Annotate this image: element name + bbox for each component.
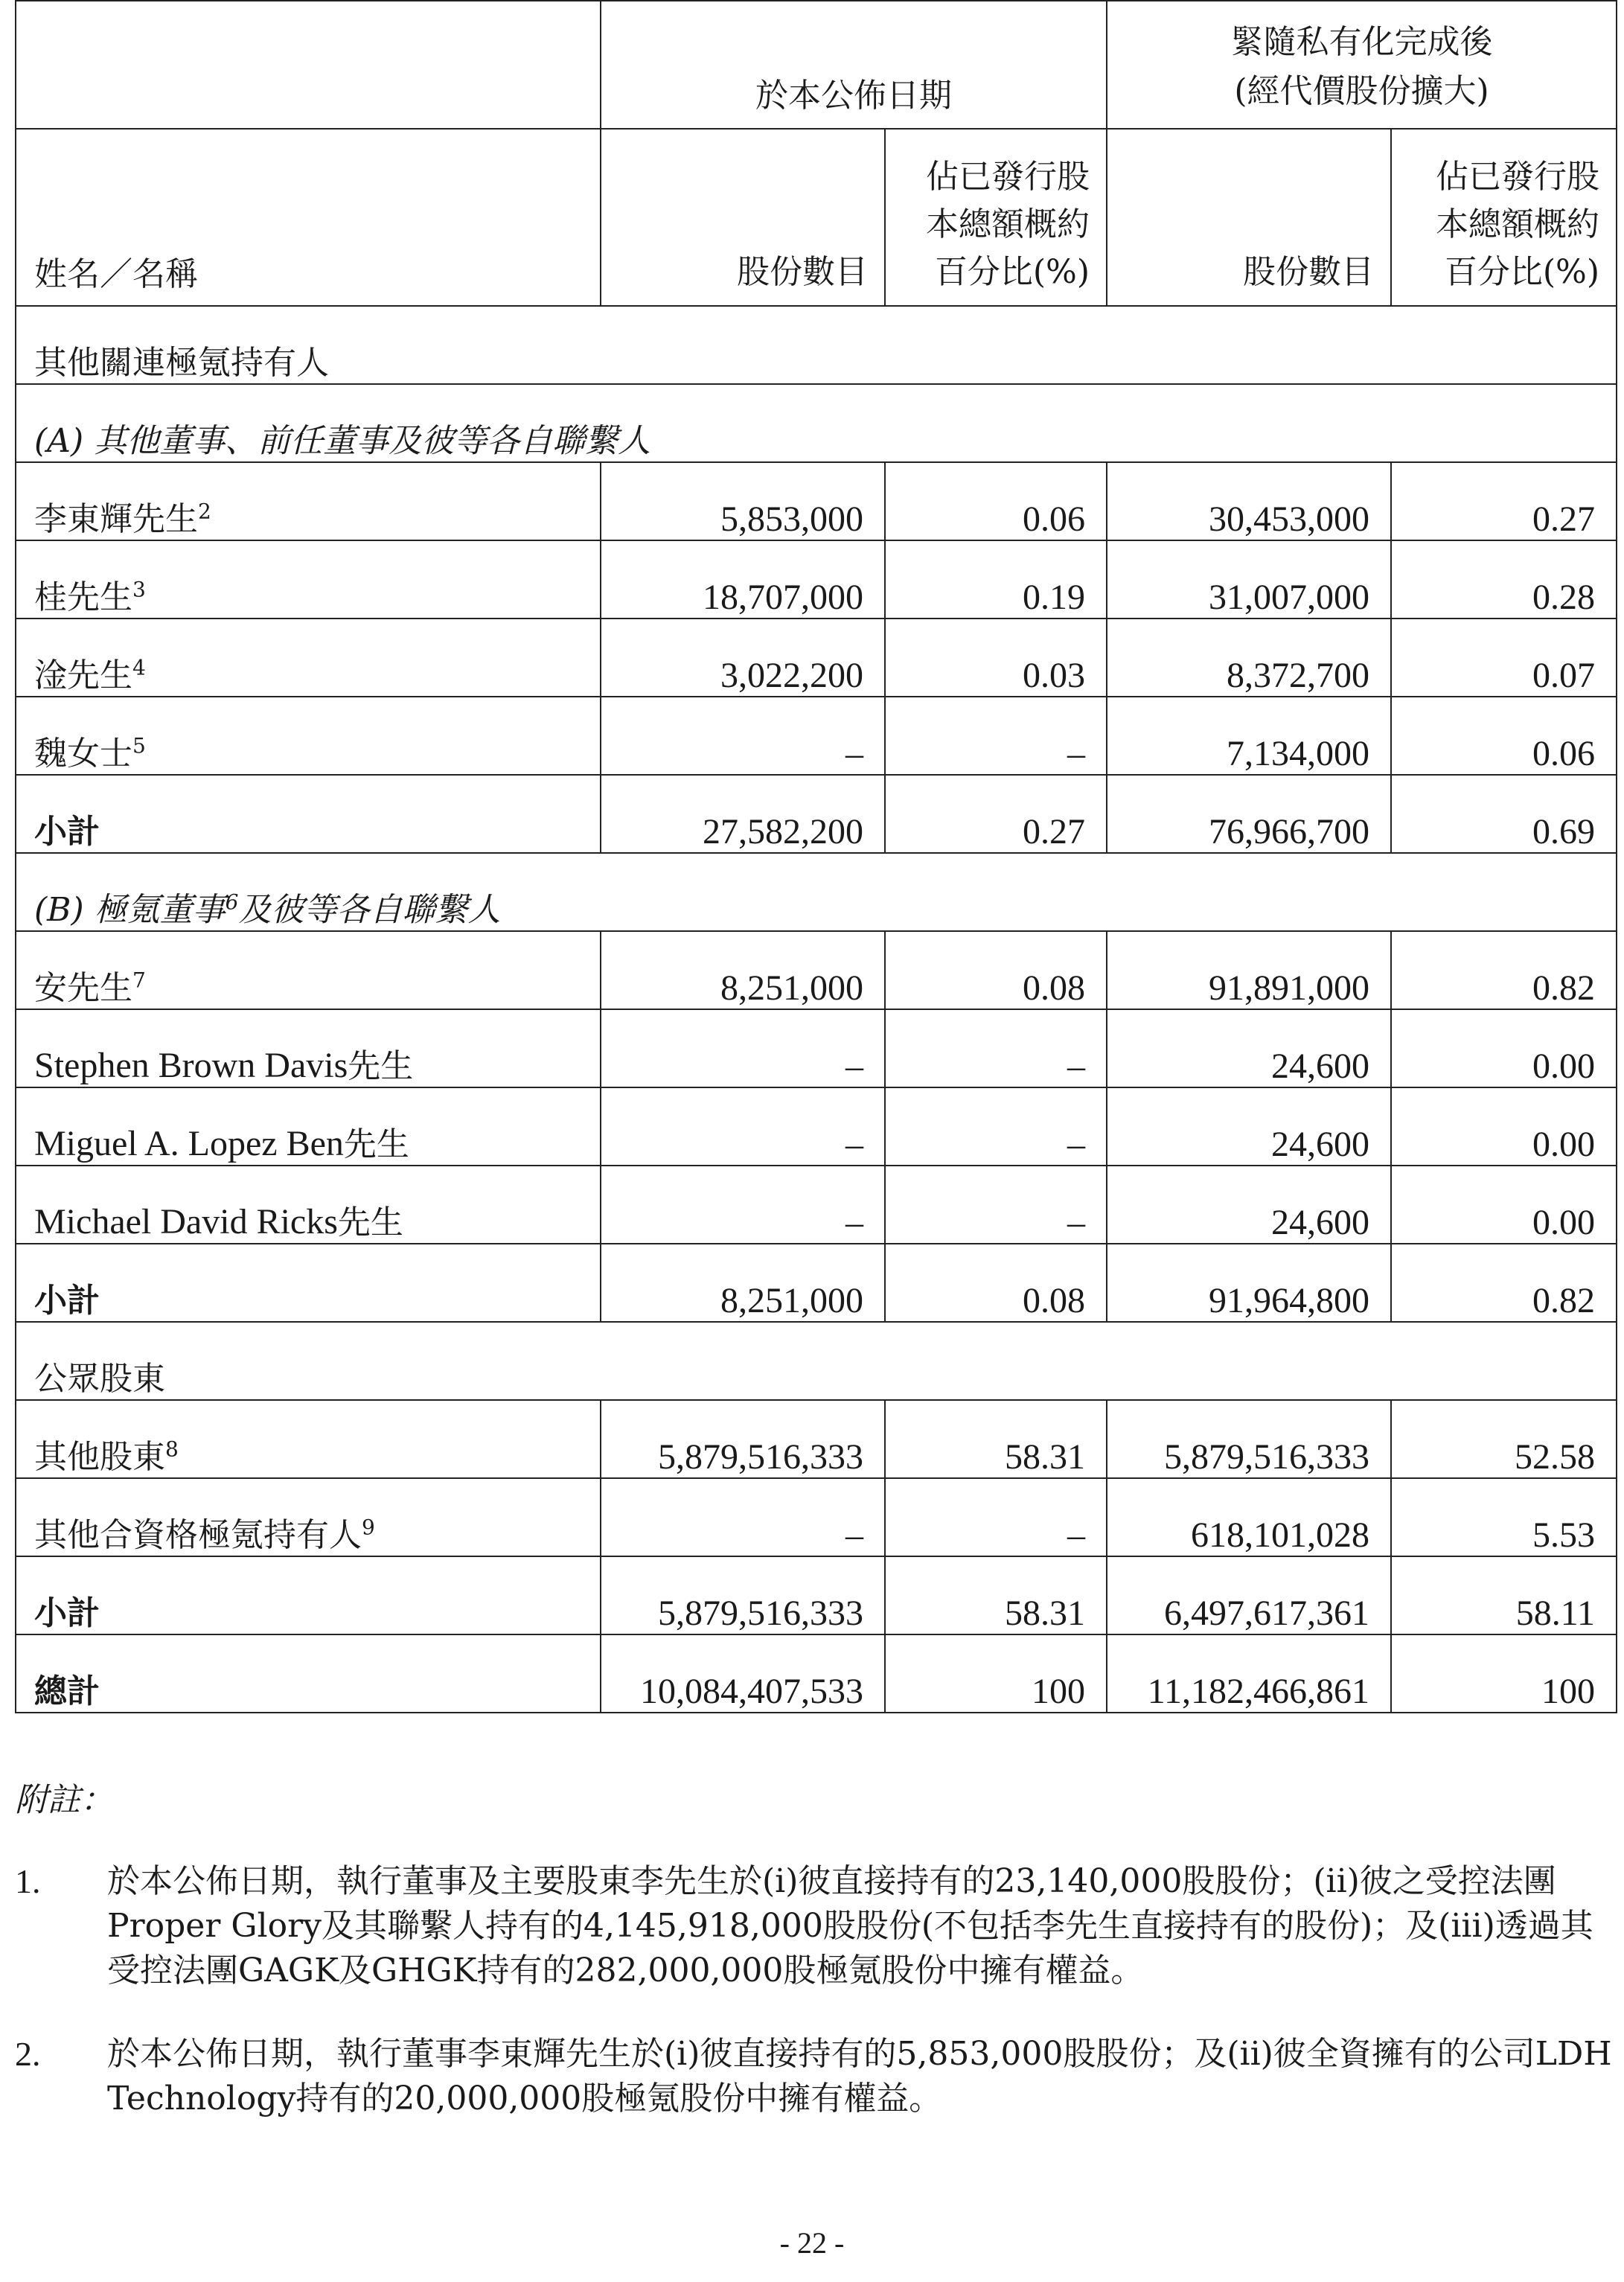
footnote-ref: 6 bbox=[225, 889, 239, 915]
section-title: (A) 其他董事、前任董事及彼等各自聯繫人 bbox=[16, 384, 1617, 462]
table-row bbox=[16, 1087, 1617, 1166]
table-row bbox=[16, 931, 1617, 1009]
section-row-group-a bbox=[16, 384, 1617, 462]
note-text: 於本公佈日期，執行董事及主要股東李先生於(i)彼直接持有的23,140,000股股份；(ii)彼之受控法團Proper Glory及其聯繫人持有的4,145,918,000股股份(不包括李先生直接持有的股份)；及(iii)透過其受控法團GAGK及GHGK持有的282,000,000股極氪股份中擁有權益。 bbox=[107, 1862, 1593, 1989]
shares-now: – bbox=[601, 697, 885, 775]
table-row bbox=[16, 1400, 1617, 1478]
shares-now: 8,251,000 bbox=[601, 931, 885, 1009]
pct-after: 0.07 bbox=[1391, 619, 1617, 697]
shares-after: 24,600 bbox=[1107, 1087, 1391, 1166]
subtotal-label: 小計 bbox=[16, 1556, 601, 1634]
shares-after: 8,372,700 bbox=[1107, 619, 1391, 697]
note-number: 1. bbox=[15, 1862, 41, 1900]
shares-after: 91,964,800 bbox=[1107, 1244, 1391, 1322]
pct-now: – bbox=[885, 1087, 1107, 1166]
footnote-ref: 5 bbox=[132, 733, 146, 758]
pct-now: 0.03 bbox=[885, 619, 1107, 697]
pct-after: 0.06 bbox=[1391, 697, 1617, 775]
holder-name-title: 先生 bbox=[337, 1204, 403, 1241]
table-header-row-groups bbox=[16, 1, 1617, 129]
pct-after: 5.53 bbox=[1391, 1478, 1617, 1556]
pct-now: – bbox=[885, 1478, 1107, 1556]
shares-after: 5,879,516,333 bbox=[1107, 1400, 1391, 1478]
pct-now: – bbox=[885, 1009, 1107, 1087]
header-after-line1: 緊隨私有化完成後 bbox=[1230, 23, 1493, 61]
shareholding-table bbox=[15, 0, 1617, 1713]
shares-now: 3,022,200 bbox=[601, 619, 885, 697]
header-pct-now-line1: 佔已發行股 bbox=[926, 158, 1090, 196]
note-number: 2. bbox=[15, 2035, 41, 2073]
header-pct-now-line3: 百分比(%) bbox=[934, 253, 1090, 291]
section-title-prefix: (B) 極氪董事 bbox=[34, 891, 226, 929]
holder-name-latin: Miguel A. Lopez Ben bbox=[34, 1124, 344, 1163]
pct-after: 0.82 bbox=[1391, 1244, 1617, 1322]
header-empty-cell bbox=[16, 1, 601, 129]
holder-name-title: 先生 bbox=[348, 1047, 414, 1085]
shares-after: 76,966,700 bbox=[1107, 775, 1391, 853]
shares-after: 24,600 bbox=[1107, 1009, 1391, 1087]
holder-name bbox=[16, 1400, 601, 1478]
shares-now: 5,879,516,333 bbox=[601, 1400, 885, 1478]
pct-after: 0.28 bbox=[1391, 540, 1617, 619]
pct-now: 0.08 bbox=[885, 931, 1107, 1009]
shares-after: 11,182,466,861 bbox=[1107, 1634, 1391, 1713]
pct-now: 58.31 bbox=[885, 1556, 1107, 1634]
holder-name-latin: Stephen Brown Davis bbox=[34, 1046, 348, 1085]
header-pct-after-line3: 百分比(%) bbox=[1444, 253, 1599, 291]
section-title: 公眾股東 bbox=[16, 1322, 1617, 1400]
table-row bbox=[16, 540, 1617, 619]
header-shares-now: 股份數目 bbox=[601, 129, 885, 306]
table-row bbox=[16, 1166, 1617, 1244]
note-text: 於本公佈日期，執行董事李東輝先生於(i)彼直接持有的5,853,000股股份；及(ii)彼全資擁有的公司LDH Technology持有的20,000,000股極氪股份中擁有權益。 bbox=[107, 2035, 1612, 2118]
holder-name bbox=[16, 540, 601, 619]
section-row-group-b bbox=[16, 853, 1617, 931]
pct-after: 0.00 bbox=[1391, 1087, 1617, 1166]
pct-now: – bbox=[885, 697, 1107, 775]
subtotal-label: 小計 bbox=[16, 775, 601, 853]
pct-after: 0.00 bbox=[1391, 1009, 1617, 1087]
holder-name-text: 魏女士 bbox=[34, 735, 132, 773]
holder-name bbox=[16, 1009, 601, 1087]
table-header-row-columns bbox=[16, 129, 1617, 306]
header-current-group bbox=[601, 1, 1107, 129]
holder-name-text: 淦先生 bbox=[34, 656, 132, 694]
holder-name bbox=[16, 1166, 601, 1244]
holder-name bbox=[16, 1478, 601, 1556]
pct-now: 100 bbox=[885, 1634, 1107, 1713]
notes-section bbox=[15, 1773, 1616, 2160]
header-name-col: 姓名／名稱 bbox=[16, 129, 601, 306]
total-row bbox=[16, 1634, 1617, 1713]
shares-after: 30,453,000 bbox=[1107, 462, 1391, 540]
shares-now: – bbox=[601, 1166, 885, 1244]
header-pct-now bbox=[885, 129, 1107, 306]
footnote-ref: 7 bbox=[132, 968, 146, 993]
header-after-group bbox=[1107, 1, 1617, 129]
header-current-label: 於本公佈日期 bbox=[755, 77, 952, 115]
header-pct-after-line1: 佔已發行股 bbox=[1436, 158, 1599, 196]
pct-now: 0.27 bbox=[885, 775, 1107, 853]
pct-now: – bbox=[885, 1166, 1107, 1244]
holder-name-text: 其他股東 bbox=[34, 1438, 165, 1476]
pct-now: 58.31 bbox=[885, 1400, 1107, 1478]
pct-after: 100 bbox=[1391, 1634, 1617, 1713]
header-pct-after-line2: 本總額概約 bbox=[1436, 205, 1599, 243]
holder-name bbox=[16, 462, 601, 540]
notes-title: 附註： bbox=[15, 1781, 113, 1819]
holder-name-text: 李東輝先生 bbox=[34, 500, 198, 538]
shares-now: 18,707,000 bbox=[601, 540, 885, 619]
pct-after: 52.58 bbox=[1391, 1400, 1617, 1478]
section-title-suffix: 及彼等各自聯繫人 bbox=[238, 891, 501, 929]
footnote-ref: 9 bbox=[362, 1515, 375, 1540]
footnote-ref: 2 bbox=[198, 499, 211, 524]
header-after-line2: (經代價股份擴大) bbox=[1234, 72, 1489, 110]
holder-name bbox=[16, 931, 601, 1009]
shares-after: 31,007,000 bbox=[1107, 540, 1391, 619]
holder-name bbox=[16, 1087, 601, 1166]
header-pct-now-line2: 本總額概約 bbox=[926, 205, 1090, 243]
subtotal-label: 小計 bbox=[16, 1244, 601, 1322]
shares-after: 618,101,028 bbox=[1107, 1478, 1391, 1556]
total-label: 總計 bbox=[16, 1634, 601, 1713]
shares-after: 24,600 bbox=[1107, 1166, 1391, 1244]
subtotal-row-public bbox=[16, 1556, 1617, 1634]
section-title: 其他關連極氪持有人 bbox=[16, 306, 1617, 384]
shares-now: 10,084,407,533 bbox=[601, 1634, 885, 1713]
footnote-ref: 3 bbox=[132, 577, 146, 602]
table-row bbox=[16, 1009, 1617, 1087]
shares-now: 8,251,000 bbox=[601, 1244, 885, 1322]
holder-name-title: 先生 bbox=[343, 1125, 409, 1163]
shares-after: 6,497,617,361 bbox=[1107, 1556, 1391, 1634]
shares-now: 5,879,516,333 bbox=[601, 1556, 885, 1634]
table-row bbox=[16, 462, 1617, 540]
shares-now: – bbox=[601, 1009, 885, 1087]
pct-after: 0.82 bbox=[1391, 931, 1617, 1009]
subtotal-row-b bbox=[16, 1244, 1617, 1322]
footnote-ref: 4 bbox=[132, 655, 146, 680]
holder-name-latin: Michael David Ricks bbox=[34, 1202, 338, 1241]
holder-name-text: 安先生 bbox=[34, 969, 132, 1007]
holder-name-text: 桂先生 bbox=[34, 578, 132, 616]
shares-now: 27,582,200 bbox=[601, 775, 885, 853]
shares-now: – bbox=[601, 1087, 885, 1166]
header-shares-after: 股份數目 bbox=[1107, 129, 1391, 306]
footnote-ref: 8 bbox=[165, 1436, 179, 1462]
note-item bbox=[15, 1859, 1616, 1993]
holder-name bbox=[16, 697, 601, 775]
shares-after: 91,891,000 bbox=[1107, 931, 1391, 1009]
table-row bbox=[16, 697, 1617, 775]
table-row bbox=[16, 1478, 1617, 1556]
pct-after: 0.27 bbox=[1391, 462, 1617, 540]
pct-now: 0.08 bbox=[885, 1244, 1107, 1322]
shares-now: 5,853,000 bbox=[601, 462, 885, 540]
holder-name-text: 其他合資格極氪持有人 bbox=[34, 1516, 362, 1554]
subtotal-row-a bbox=[16, 775, 1617, 853]
pct-after: 0.69 bbox=[1391, 775, 1617, 853]
shares-after: 7,134,000 bbox=[1107, 697, 1391, 775]
note-item bbox=[15, 2032, 1616, 2121]
header-pct-after bbox=[1391, 129, 1617, 306]
section-row-other-related bbox=[16, 306, 1617, 384]
pct-now: 0.06 bbox=[885, 462, 1107, 540]
pct-after: 58.11 bbox=[1391, 1556, 1617, 1634]
pct-now: 0.19 bbox=[885, 540, 1107, 619]
pct-after: 0.00 bbox=[1391, 1166, 1617, 1244]
section-title bbox=[16, 853, 1617, 931]
section-row-public bbox=[16, 1322, 1617, 1400]
table-row bbox=[16, 619, 1617, 697]
page-number: - 22 - bbox=[779, 2226, 845, 2260]
shares-now: – bbox=[601, 1478, 885, 1556]
holder-name bbox=[16, 619, 601, 697]
